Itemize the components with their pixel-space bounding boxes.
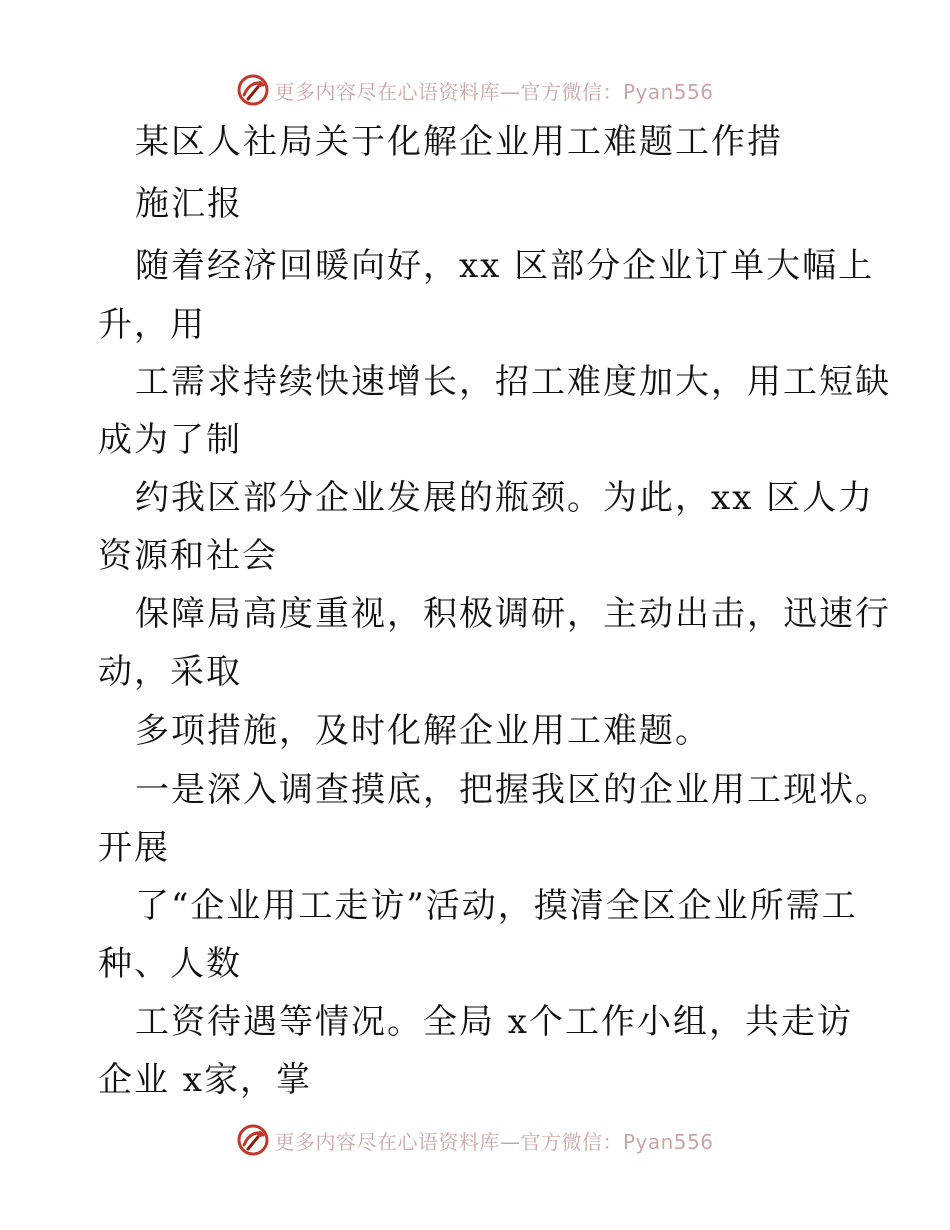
logo-icon xyxy=(236,1123,270,1157)
paragraph-line: 随着经济回暖向好，xx 区部分企业订单大幅上 xyxy=(135,246,875,286)
paragraph-line: 保障局高度重视，积极调研，主动出击，迅速行 xyxy=(135,594,891,634)
paragraph-line: 资源和社会 xyxy=(98,536,278,576)
header-banner xyxy=(0,70,950,110)
logo-icon xyxy=(236,73,270,107)
paragraph-line: 多项措施，及时化解企业用工难题。 xyxy=(135,711,711,751)
paragraph-line: 工资待遇等情况。全局 x个工作小组，共走访 xyxy=(135,1002,853,1042)
paragraph-line: 开展 xyxy=(98,828,170,868)
paragraph-line: 升，用 xyxy=(98,305,206,345)
document-title-line: 某区人社局关于化解企业用工难题工作措 xyxy=(135,122,783,162)
header-banner-text: 更多内容尽在心语资料库—官方微信：Pyan556 xyxy=(274,79,714,104)
document-title-line: 施汇报 xyxy=(135,184,243,224)
paragraph-line: 动，采取 xyxy=(98,652,242,692)
paragraph-line: 了“企业用工走访”活动，摸清全区企业所需工 xyxy=(135,886,858,926)
paragraph-line: 种、人数 xyxy=(98,944,242,984)
paragraph-line: 工需求持续快速增长，招工难度加大，用工短缺 xyxy=(135,362,891,402)
paragraph-line: 成为了制 xyxy=(98,420,242,460)
paragraph-line: 一是深入调查摸底，把握我区的企业用工现状。 xyxy=(135,770,891,810)
paragraph-line: 企业 x家，掌 xyxy=(98,1060,312,1100)
paragraph-line: 约我区部分企业发展的瓶颈。为此，xx 区人力 xyxy=(135,478,875,518)
footer-banner xyxy=(0,1120,950,1160)
footer-banner-text: 更多内容尽在心语资料库—官方微信：Pyan556 xyxy=(274,1129,714,1154)
